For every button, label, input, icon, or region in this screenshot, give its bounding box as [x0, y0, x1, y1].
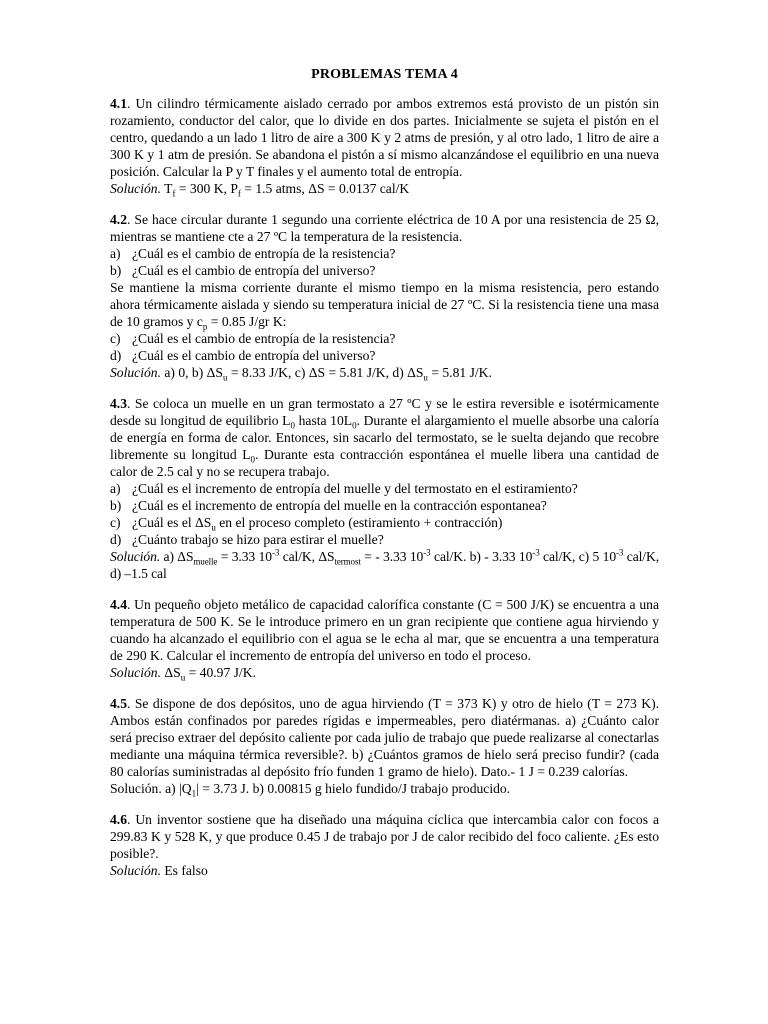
list-item	[110, 531, 659, 548]
item-marker: c)	[110, 331, 121, 346]
list-item	[110, 497, 659, 514]
item-marker: c)	[110, 515, 121, 530]
solution-text: Solución. a) |Q	[110, 781, 192, 796]
subscript: u	[423, 372, 428, 383]
solution-text: ΔS	[160, 665, 181, 680]
item-text: ¿Cuál es el incremento de entropía del muelle en la contracción espontanea?	[132, 498, 547, 513]
item-marker: d)	[110, 348, 122, 363]
solution-text: = 5.81 J/K.	[427, 365, 492, 380]
list-item	[110, 480, 659, 497]
superscript: -3	[616, 547, 624, 558]
solution-text: = 300 K, P	[175, 181, 238, 196]
problem-text: . Un cilindro térmicamente aislado cerrado por ambos extremos está provisto de un pistón sin rozamiento, conductor del calor, que lo divide en dos partes. Inicialmente se sujeta el pistón en el centro, quedando a un lado 1 litro de aire a 300 K y 2 atms de presión, y al otro lado, 1 litro de aire a 300 K y 1 atm de presión. Se abandona el pistón a sí mismo alcanzándose el equilibrio en una nueva posición. Calcular la P y T finales y el aumento total de entropía.	[110, 96, 659, 179]
list-item	[110, 330, 659, 347]
problem-4-5	[110, 695, 659, 797]
solution-label: Solución.	[110, 181, 161, 196]
item-text-part: en el proceso completo (estiramiento + contracción)	[215, 515, 503, 530]
subscript: 0	[250, 454, 256, 465]
item-text: ¿Cuánto trabajo se hizo para estirar el muelle?	[132, 532, 384, 547]
problem-statement	[110, 95, 659, 180]
item-text: ¿Cuál es el incremento de entropía del muelle y del termostato en el estiramiento?	[132, 481, 578, 496]
superscript: -3	[532, 547, 540, 558]
problem-4-3	[110, 395, 659, 582]
list-item	[110, 514, 659, 531]
problem-text-continued	[110, 279, 659, 330]
item-marker: a)	[110, 246, 121, 261]
list-item	[110, 347, 659, 364]
solution-text: cal/K, ΔS	[279, 549, 335, 564]
item-text-part: ¿Cuál es el ΔS	[132, 515, 212, 530]
item-text: ¿Cuál es el cambio de entropía del universo?	[132, 263, 376, 278]
subscript: u	[211, 522, 216, 533]
problem-number: 4.6	[110, 812, 127, 827]
subscript: u	[222, 372, 228, 383]
list-item	[110, 262, 659, 279]
subscript: 1	[191, 788, 197, 799]
question-list	[110, 480, 659, 548]
solution-label: Solución.	[110, 549, 161, 564]
solution-label: Solución.	[110, 863, 161, 878]
problem-text: . Se hace circular durante 1 segundo una corriente eléctrica de 10 A por una resistencia de 25 Ω, mientras se mantiene cte a 27 ºC la temperatura de la resistencia.	[110, 212, 659, 244]
problem-4-1	[110, 95, 659, 197]
problem-text: hasta 10L	[294, 413, 353, 428]
item-text: ¿Cuál es el cambio de entropía de la resistencia?	[132, 331, 396, 346]
document-body	[110, 66, 659, 893]
superscript: -3	[423, 547, 431, 558]
solution-text: cal/K, d) –1.5 cal	[110, 549, 659, 581]
subscript: termost	[334, 556, 361, 567]
solution-text: | = 3.73 J. b) 0.00815 g hielo fundido/J trabajo producido.	[196, 781, 511, 796]
problem-text: . Un inventor sostiene que ha diseñado una máquina cíclica que intercambia calor con focos a 299.83 K y 528 K, y que produce 0.45 J de trabajo por J de calor recibido del foco caliente. ¿Es esto posible?.	[110, 812, 659, 861]
solution-text: a) 0, b) ΔS	[160, 365, 223, 380]
problem-text: Se mantiene la misma corriente durante el mismo tiempo en la misma resistencia, pero estando ahora térmicamente aislada y siendo su temperatura inicial de 27 ºC. Si la resistencia tiene una masa de 10 gramos y c	[110, 280, 659, 329]
problem-4-6	[110, 811, 659, 879]
problem-number: 4.5	[110, 696, 127, 711]
problem-text: . Se coloca un muelle en un gran termostato a 27 ºC y se le estira reversible e isotérmicamente desde su longitud de equilibrio L	[110, 396, 659, 428]
subscript: p	[202, 321, 208, 332]
item-marker: b)	[110, 498, 122, 513]
solution-label: Solución.	[110, 365, 161, 380]
item-marker: b)	[110, 263, 122, 278]
item-text	[132, 514, 502, 531]
subscript: f	[172, 188, 176, 199]
subscript: 0	[352, 420, 357, 431]
problem-number: 4.4	[110, 597, 127, 612]
solution	[110, 664, 659, 681]
list-item	[110, 245, 659, 262]
solution-text: cal/K, c) 5 10	[539, 549, 617, 564]
problem-text: . Durante esta contracción espontánea el muelle libera una cantidad de calor de 2.5 cal y no se recupera trabajo.	[110, 447, 660, 479]
solution	[110, 548, 659, 582]
problem-number: 4.1	[110, 96, 127, 111]
solution-text: T	[160, 181, 173, 196]
solution-text: = 40.97 J/K.	[185, 665, 256, 680]
subscript: 0	[290, 420, 295, 431]
subscript: muelle	[193, 556, 218, 567]
problem-4-2	[110, 211, 659, 381]
solution	[110, 862, 659, 879]
problem-text: . Se dispone de dos depósitos, uno de agua hirviendo (T = 373 K) y otro de hielo (T = 273 K). Ambos están confinados por paredes rígidas e impermeables, pero diatérmanas. a) ¿Cuánto calor será preciso extraer del depósito caliente por cada julio de trabajo que puede realizarse al conectarlas mediante una máquina térmica reversible?. b) ¿Cuántos gramos de hielo será preciso fundir? (cada 80 calorías suministradas al depósito frío funden 1 gramo de hielo). Dato.- 1 J = 0.239 calorías.	[110, 696, 659, 779]
problem-statement	[110, 695, 659, 780]
problem-statement	[110, 395, 659, 480]
item-text: ¿Cuál es el cambio de entropía de la resistencia?	[132, 246, 396, 261]
solution-text: a) ΔS	[160, 549, 194, 564]
solution-label: Solución.	[110, 665, 161, 680]
problem-statement	[110, 596, 659, 664]
problem-text: = 0.85 J/gr K:	[207, 314, 287, 329]
problem-statement	[110, 211, 659, 245]
solution	[110, 364, 659, 381]
solution-text: = - 3.33 10	[360, 549, 424, 564]
problem-statement	[110, 811, 659, 862]
solution-text: cal/K. b) - 3.33 10	[430, 549, 533, 564]
problem-text: . Un pequeño objeto metálico de capacidad calorífica constante (C = 500 J/K) se encuentra a una temperatura de 500 K. Se le introduce primero en un gran recipiente que contiene agua hirviendo y cuando ha alcanzado el equilibrio con el agua se le echa al mar, que se encuentra a una temperatura de 290 K. Calcular el incremento de entropía del universo en todo el proceso.	[110, 597, 659, 663]
page-title: PROBLEMAS TEMA 4	[311, 67, 458, 82]
problem-text: . Durante el alargamiento el muelle absorbe una caloría de energía en forma de calor. Entonces, sin sacarlo del termostato, se le suelta dejando que recobre libremente su longitud L	[110, 413, 659, 462]
solution-text: Es falso	[160, 863, 208, 878]
problem-number: 4.2	[110, 212, 127, 227]
item-marker: a)	[110, 481, 121, 496]
subscript: f	[237, 188, 241, 199]
question-list	[110, 330, 659, 364]
solution-text: = 8.33 J/K, c) ΔS = 5.81 J/K, d) ΔS	[227, 365, 424, 380]
problem-number: 4.3	[110, 396, 127, 411]
problem-4-4	[110, 596, 659, 681]
solution	[110, 780, 659, 797]
solution-text: = 3.33 10	[217, 549, 272, 564]
solution	[110, 180, 659, 197]
subscript: u	[180, 672, 186, 683]
solution-text: = 1.5 atms, ΔS = 0.0137 cal/K	[240, 181, 410, 196]
question-list	[110, 245, 659, 279]
item-marker: d)	[110, 532, 122, 547]
item-text: ¿Cuál es el cambio de entropía del universo?	[132, 348, 376, 363]
superscript: -3	[271, 547, 280, 558]
